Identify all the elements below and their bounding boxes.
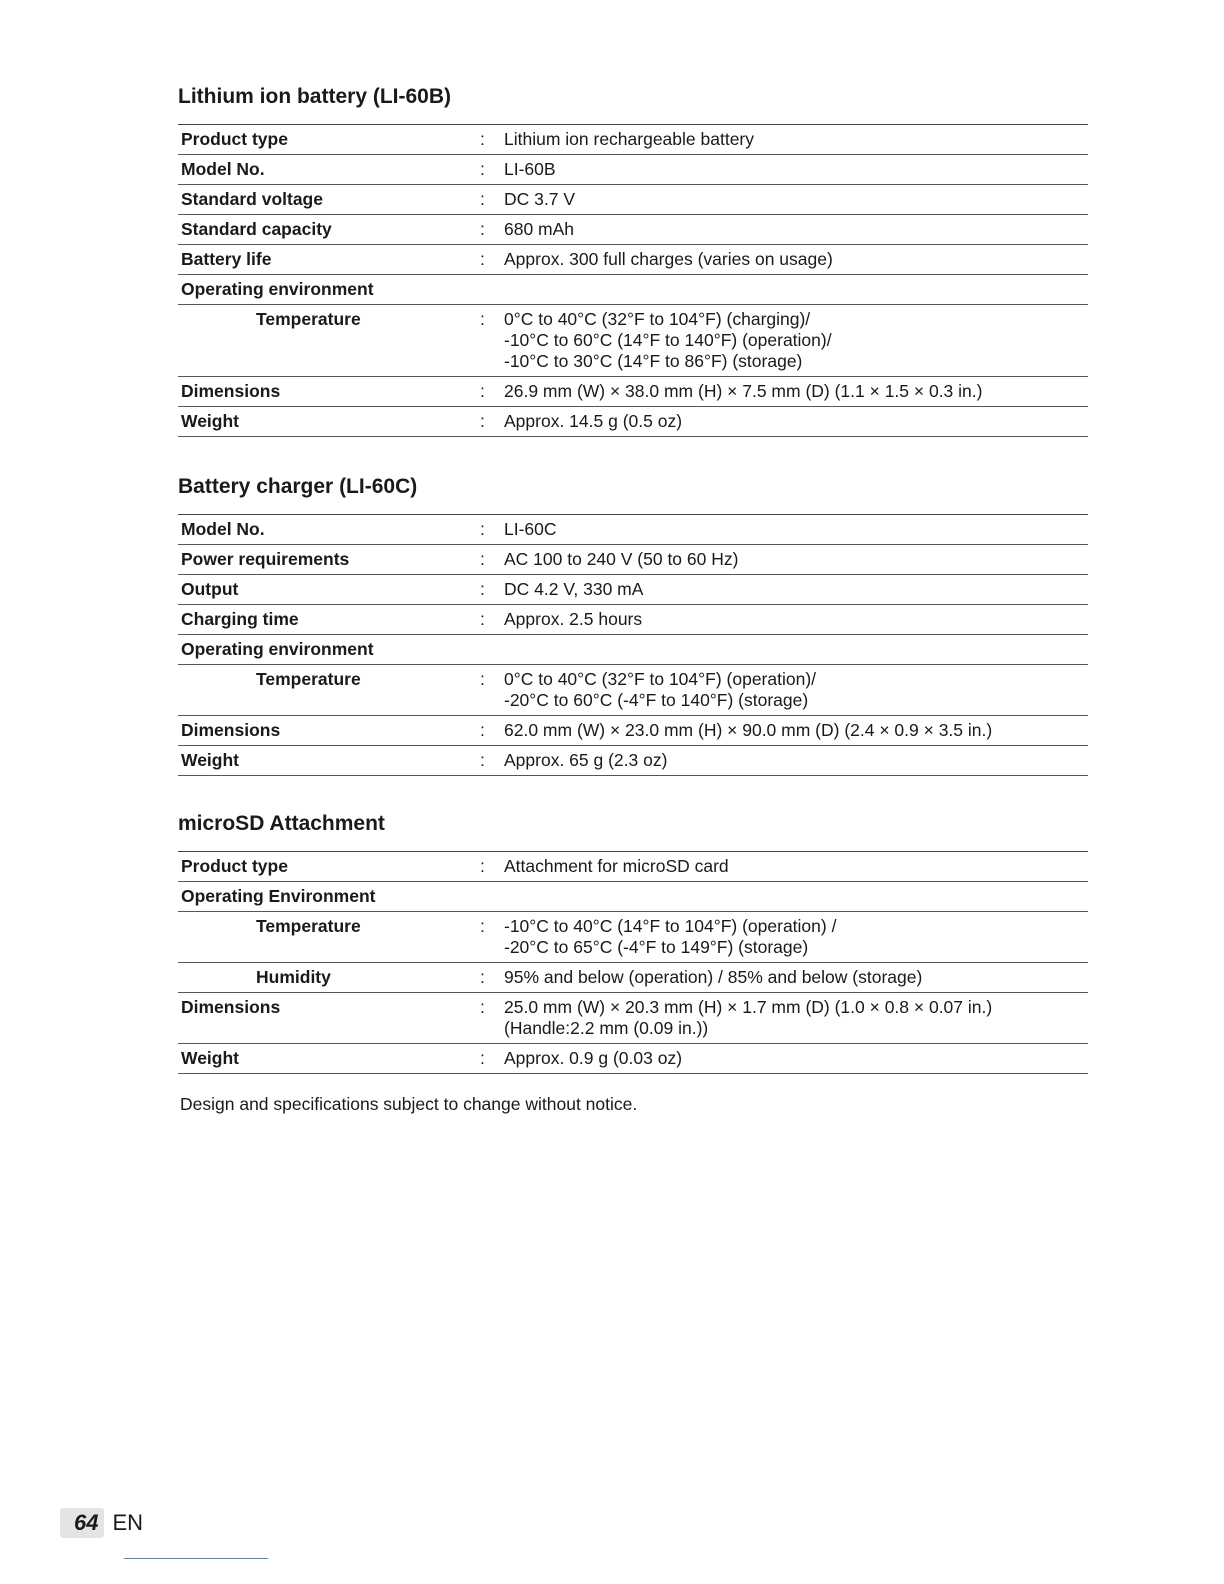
language-code: EN bbox=[112, 1510, 144, 1535]
spec-colon: : bbox=[480, 381, 485, 401]
spec-colon: : bbox=[480, 579, 485, 599]
spec-label: Dimensions bbox=[181, 381, 281, 401]
spec-value: LI-60B bbox=[504, 159, 556, 179]
spec-value bbox=[504, 279, 1088, 300]
spec-value: 26.9 mm (W) × 38.0 mm (H) × 7.5 mm (D) (1.1 × 1.5 × 0.3 in.) bbox=[504, 381, 983, 401]
spec-label: Operating environment bbox=[181, 279, 374, 299]
spec-colon: : bbox=[480, 609, 485, 629]
spec-colon: : bbox=[480, 129, 485, 149]
spec-label: Standard voltage bbox=[181, 189, 323, 209]
spec-label: Weight bbox=[181, 1048, 240, 1068]
spec-row bbox=[178, 605, 1088, 635]
spec-colon: : bbox=[480, 519, 485, 539]
spec-row bbox=[178, 545, 1088, 575]
spec-row bbox=[178, 305, 1088, 377]
spec-colon: : bbox=[480, 856, 485, 876]
spec-value: 680 mAh bbox=[504, 219, 575, 239]
spec-label: Temperature bbox=[256, 309, 361, 329]
spec-colon: : bbox=[480, 967, 485, 987]
spec-value: 25.0 mm (W) × 20.3 mm (H) × 1.7 mm (D) (1.0 × 0.8 × 0.07 in.) (Handle:2.2 mm (0.09 in.)) bbox=[504, 997, 993, 1038]
spec-label: Battery life bbox=[181, 249, 272, 269]
spec-colon: : bbox=[480, 549, 485, 569]
spec-row bbox=[178, 993, 1088, 1044]
spec-label: Operating Environment bbox=[181, 886, 376, 906]
page-footer bbox=[60, 1506, 143, 1540]
spec-table bbox=[178, 514, 1088, 776]
spec-row bbox=[178, 245, 1088, 275]
spec-row bbox=[178, 407, 1088, 437]
spec-colon: : bbox=[480, 159, 485, 179]
spec-label: Standard capacity bbox=[181, 219, 332, 239]
spec-row bbox=[178, 635, 1088, 665]
spec-label: Operating environment bbox=[181, 639, 374, 659]
spec-label: Product type bbox=[181, 129, 288, 149]
spec-value: 62.0 mm (W) × 23.0 mm (H) × 90.0 mm (D) (2.4 × 0.9 × 3.5 in.) bbox=[504, 720, 993, 740]
spec-row bbox=[178, 377, 1088, 407]
spec-value: AC 100 to 240 V (50 to 60 Hz) bbox=[504, 549, 739, 569]
spec-colon: : bbox=[480, 720, 485, 740]
spec-row bbox=[178, 125, 1088, 155]
spec-row bbox=[178, 215, 1088, 245]
spec-colon: : bbox=[480, 219, 485, 239]
spec-label: Temperature bbox=[256, 669, 361, 689]
spec-table bbox=[178, 851, 1088, 1074]
spec-colon bbox=[478, 639, 504, 660]
spec-label: Model No. bbox=[181, 519, 265, 539]
spec-value: Approx. 2.5 hours bbox=[504, 609, 643, 629]
spec-value: 95% and below (operation) / 85% and below (storage) bbox=[504, 967, 923, 987]
spec-label: Charging time bbox=[181, 609, 299, 629]
spec-value: Attachment for microSD card bbox=[504, 856, 729, 876]
disclaimer-note: Design and specifications subject to change without notice. bbox=[180, 1094, 638, 1114]
spec-table bbox=[178, 124, 1088, 437]
spec-label: Dimensions bbox=[181, 720, 281, 740]
spec-row bbox=[178, 575, 1088, 605]
spec-colon: : bbox=[480, 309, 485, 329]
spec-row bbox=[178, 1044, 1088, 1074]
spec-row bbox=[178, 185, 1088, 215]
spec-value: Lithium ion rechargeable battery bbox=[504, 129, 755, 149]
section-title: Lithium ion battery (LI-60B) bbox=[178, 85, 451, 108]
spec-label: Weight bbox=[181, 411, 240, 431]
page-number: 64 bbox=[60, 1508, 104, 1538]
spec-colon: : bbox=[480, 750, 485, 770]
spec-value: 0°C to 40°C (32°F to 104°F) (charging)/ -10°C to 60°C (14°F to 140°F) (operation)/ -10°C to 30°C (14°F to 86°F) (storage) bbox=[504, 309, 832, 371]
spec-value: DC 4.2 V, 330 mA bbox=[504, 579, 644, 599]
spec-row bbox=[178, 665, 1088, 716]
section-battery bbox=[178, 84, 1088, 437]
spec-row bbox=[178, 963, 1088, 993]
section-title: Battery charger (LI-60C) bbox=[178, 475, 418, 498]
spec-value: DC 3.7 V bbox=[504, 189, 575, 209]
spec-row bbox=[178, 852, 1088, 882]
section-title: microSD Attachment bbox=[178, 812, 385, 835]
spec-row bbox=[178, 515, 1088, 545]
spec-label: Power requirements bbox=[181, 549, 350, 569]
footer-divider bbox=[124, 1558, 268, 1559]
spec-row bbox=[178, 912, 1088, 963]
spec-label: Product type bbox=[181, 856, 288, 876]
spec-label: Humidity bbox=[256, 967, 331, 987]
spec-colon bbox=[478, 886, 504, 907]
spec-value bbox=[504, 886, 1088, 907]
section-charger bbox=[178, 474, 1088, 776]
spec-value: Approx. 65 g (2.3 oz) bbox=[504, 750, 668, 770]
spec-label: Dimensions bbox=[181, 997, 281, 1017]
spec-row bbox=[178, 746, 1088, 776]
spec-colon: : bbox=[480, 997, 485, 1017]
spec-value: LI-60C bbox=[504, 519, 557, 539]
spec-value: Approx. 0.9 g (0.03 oz) bbox=[504, 1048, 683, 1068]
spec-value: 0°C to 40°C (32°F to 104°F) (operation)/ -20°C to 60°C (-4°F to 140°F) (storage) bbox=[504, 669, 817, 710]
spec-row bbox=[178, 716, 1088, 746]
spec-colon: : bbox=[480, 249, 485, 269]
spec-colon bbox=[478, 279, 504, 300]
spec-colon: : bbox=[480, 669, 485, 689]
section-microsd bbox=[178, 811, 1088, 1074]
spec-value bbox=[504, 639, 1088, 660]
spec-colon: : bbox=[480, 916, 485, 936]
spec-value: -10°C to 40°C (14°F to 104°F) (operation) / -20°C to 65°C (-4°F to 149°F) (storage) bbox=[504, 916, 837, 957]
spec-row bbox=[178, 155, 1088, 185]
spec-label: Temperature bbox=[256, 916, 361, 936]
spec-value: Approx. 14.5 g (0.5 oz) bbox=[504, 411, 683, 431]
spec-row bbox=[178, 275, 1088, 305]
spec-colon: : bbox=[480, 189, 485, 209]
spec-colon: : bbox=[480, 1048, 485, 1068]
spec-label: Model No. bbox=[181, 159, 265, 179]
spec-label: Weight bbox=[181, 750, 240, 770]
spec-label: Output bbox=[181, 579, 239, 599]
spec-value: Approx. 300 full charges (varies on usage) bbox=[504, 249, 833, 269]
spec-row bbox=[178, 882, 1088, 912]
spec-colon: : bbox=[480, 411, 485, 431]
